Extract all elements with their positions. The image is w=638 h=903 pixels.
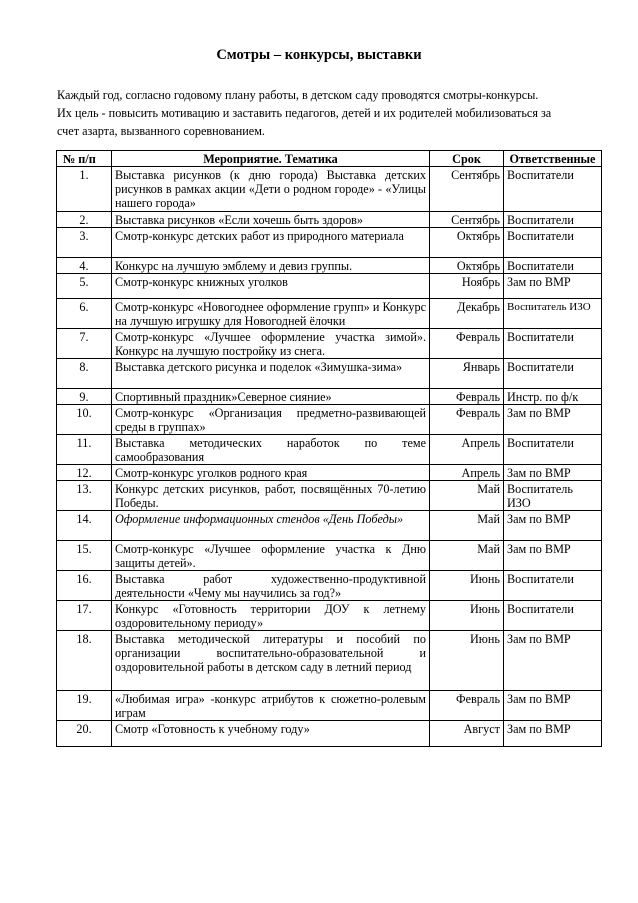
row-term: Сентябрь (430, 212, 504, 228)
row-responsible: Зам по ВМР (504, 274, 602, 299)
table-row (57, 258, 602, 274)
row-event: Выставка рисунков «Если хочешь быть здоров» (112, 212, 430, 228)
row-responsible: Воспитатели (504, 359, 602, 389)
row-number: 3. (57, 228, 112, 258)
row-number: 17. (57, 601, 112, 631)
table-row (57, 541, 602, 571)
row-number: 8. (57, 359, 112, 389)
table-row (57, 465, 602, 481)
row-number: 11. (57, 435, 112, 465)
row-responsible: Воспитатели (504, 258, 602, 274)
row-responsible: Зам по ВМР (504, 465, 602, 481)
row-responsible: Зам по ВМР (504, 405, 602, 435)
table-row (57, 167, 602, 212)
row-responsible: Воспитатель ИЗО (504, 481, 602, 511)
row-term: Июнь (430, 631, 504, 691)
table-row (57, 721, 602, 747)
row-term: Февраль (430, 691, 504, 721)
row-term: Май (430, 541, 504, 571)
row-number: 10. (57, 405, 112, 435)
table-row (57, 274, 602, 299)
intro-paragraph (57, 86, 597, 140)
intro-line: Их цель - повысить мотивацию и заставить педагогов, детей и их родителей мобилизоваться за (57, 106, 552, 120)
table-row (57, 299, 602, 329)
row-responsible: Зам по ВМР (504, 721, 602, 747)
row-event: Конкурс детских рисунков, работ, посвящённых 70-летию Победы. (112, 481, 430, 511)
row-number: 16. (57, 571, 112, 601)
row-term: Февраль (430, 389, 504, 405)
row-event: Смотр «Готовность к учебному году» (112, 721, 430, 747)
table-row (57, 405, 602, 435)
table-row (57, 435, 602, 465)
table-row (57, 228, 602, 258)
row-event: Смотр-конкурс детских работ из природного материала (112, 228, 430, 258)
row-event: Смотр-конкурс «Лучшее оформление участка зимой». Конкурс на лучшую постройку из снега. (112, 329, 430, 359)
row-term: Май (430, 481, 504, 511)
row-responsible: Зам по ВМР (504, 541, 602, 571)
row-event: Смотр-конкурс книжных уголков (112, 274, 430, 299)
row-number: 9. (57, 389, 112, 405)
row-number: 15. (57, 541, 112, 571)
row-term: Декабрь (430, 299, 504, 329)
row-term: Август (430, 721, 504, 747)
row-term: Ноябрь (430, 274, 504, 299)
row-term: Февраль (430, 405, 504, 435)
row-number: 14. (57, 511, 112, 541)
row-responsible: Инстр. по ф/к (504, 389, 602, 405)
header-num: № п/п (57, 151, 112, 167)
row-term: Июнь (430, 601, 504, 631)
row-number: 1. (57, 167, 112, 212)
row-event: Выставка методической литературы и пособий по организации воспитательно-образовательной и оздоровительной работы в детском саду в летний период (112, 631, 430, 691)
row-responsible: Воспитатели (504, 167, 602, 212)
table-row (57, 691, 602, 721)
table-row (57, 359, 602, 389)
row-event: Спортивный праздник»Северное сияние» (112, 389, 430, 405)
row-term: Февраль (430, 329, 504, 359)
row-event: Выставка работ художественно-продуктивной деятельности «Чему мы научились за год?» (112, 571, 430, 601)
row-term: Июнь (430, 571, 504, 601)
row-event: Оформление информационных стендов «День Победы» (112, 511, 430, 541)
row-number: 19. (57, 691, 112, 721)
intro-line: счет азарта, вызванного соревнованием. (57, 124, 265, 138)
row-number: 20. (57, 721, 112, 747)
row-responsible: Зам по ВМР (504, 691, 602, 721)
row-responsible: Воспитатели (504, 601, 602, 631)
table-row (57, 389, 602, 405)
table-row (57, 601, 602, 631)
row-responsible: Воспитатели (504, 329, 602, 359)
row-term: Апрель (430, 465, 504, 481)
row-number: 6. (57, 299, 112, 329)
row-event: Выставка детского рисунка и поделок «Зимушка-зима» (112, 359, 430, 389)
row-event: Конкурс на лучшую эмблему и девиз группы. (112, 258, 430, 274)
table-row (57, 212, 602, 228)
table-row (57, 511, 602, 541)
table-header-row (57, 151, 602, 167)
row-number: 5. (57, 274, 112, 299)
row-term: Январь (430, 359, 504, 389)
row-event: Смотр-конкурс «Организация предметно-развивающей среды в группах» (112, 405, 430, 435)
row-term: Октябрь (430, 258, 504, 274)
row-event: Конкурс «Готовность территории ДОУ к летнему оздоровительному периоду» (112, 601, 430, 631)
row-responsible: Воспитатели (504, 571, 602, 601)
row-number: 7. (57, 329, 112, 359)
row-event: Выставка методических наработок по теме самообразования (112, 435, 430, 465)
events-table (56, 150, 602, 747)
row-responsible: Воспитатель ИЗО (504, 299, 602, 329)
row-event: Смотр-конкурс «Лучшее оформление участка к Дню защиты детей». (112, 541, 430, 571)
header-resp: Ответственные (504, 151, 602, 167)
table-row (57, 329, 602, 359)
row-responsible: Зам по ВМР (504, 511, 602, 541)
row-event: Смотр-конкурс уголков родного края (112, 465, 430, 481)
row-term: Октябрь (430, 228, 504, 258)
table-row (57, 481, 602, 511)
intro-line: Каждый год, согласно годовому плану работы, в детском саду проводятся смотры-конкурсы. (57, 88, 539, 102)
row-number: 4. (57, 258, 112, 274)
table-row (57, 631, 602, 691)
table-row (57, 571, 602, 601)
row-number: 12. (57, 465, 112, 481)
row-term: Апрель (430, 435, 504, 465)
row-responsible: Воспитатели (504, 435, 602, 465)
row-number: 13. (57, 481, 112, 511)
header-term: Срок (430, 151, 504, 167)
row-responsible: Зам по ВМР (504, 631, 602, 691)
row-number: 2. (57, 212, 112, 228)
row-term: Сентябрь (430, 167, 504, 212)
page-title: Смотры – конкурсы, выставки (216, 47, 422, 63)
row-responsible: Воспитатели (504, 212, 602, 228)
header-event: Мероприятие. Тематика (112, 151, 430, 167)
row-event: Смотр-конкурс «Новогоднее оформление групп» и Конкурс на лучшую игрушку для Новогодней ёлочки (112, 299, 430, 329)
row-responsible: Воспитатели (504, 228, 602, 258)
row-event: «Любимая игра» -конкурс атрибутов к сюжетно-ролевым играм (112, 691, 430, 721)
row-event: Выставка рисунков (к дню города) Выставка детских рисунков в рамках акции «Дети о родном городе» - «Улицы нашего города» (112, 167, 430, 212)
row-number: 18. (57, 631, 112, 691)
row-term: Май (430, 511, 504, 541)
